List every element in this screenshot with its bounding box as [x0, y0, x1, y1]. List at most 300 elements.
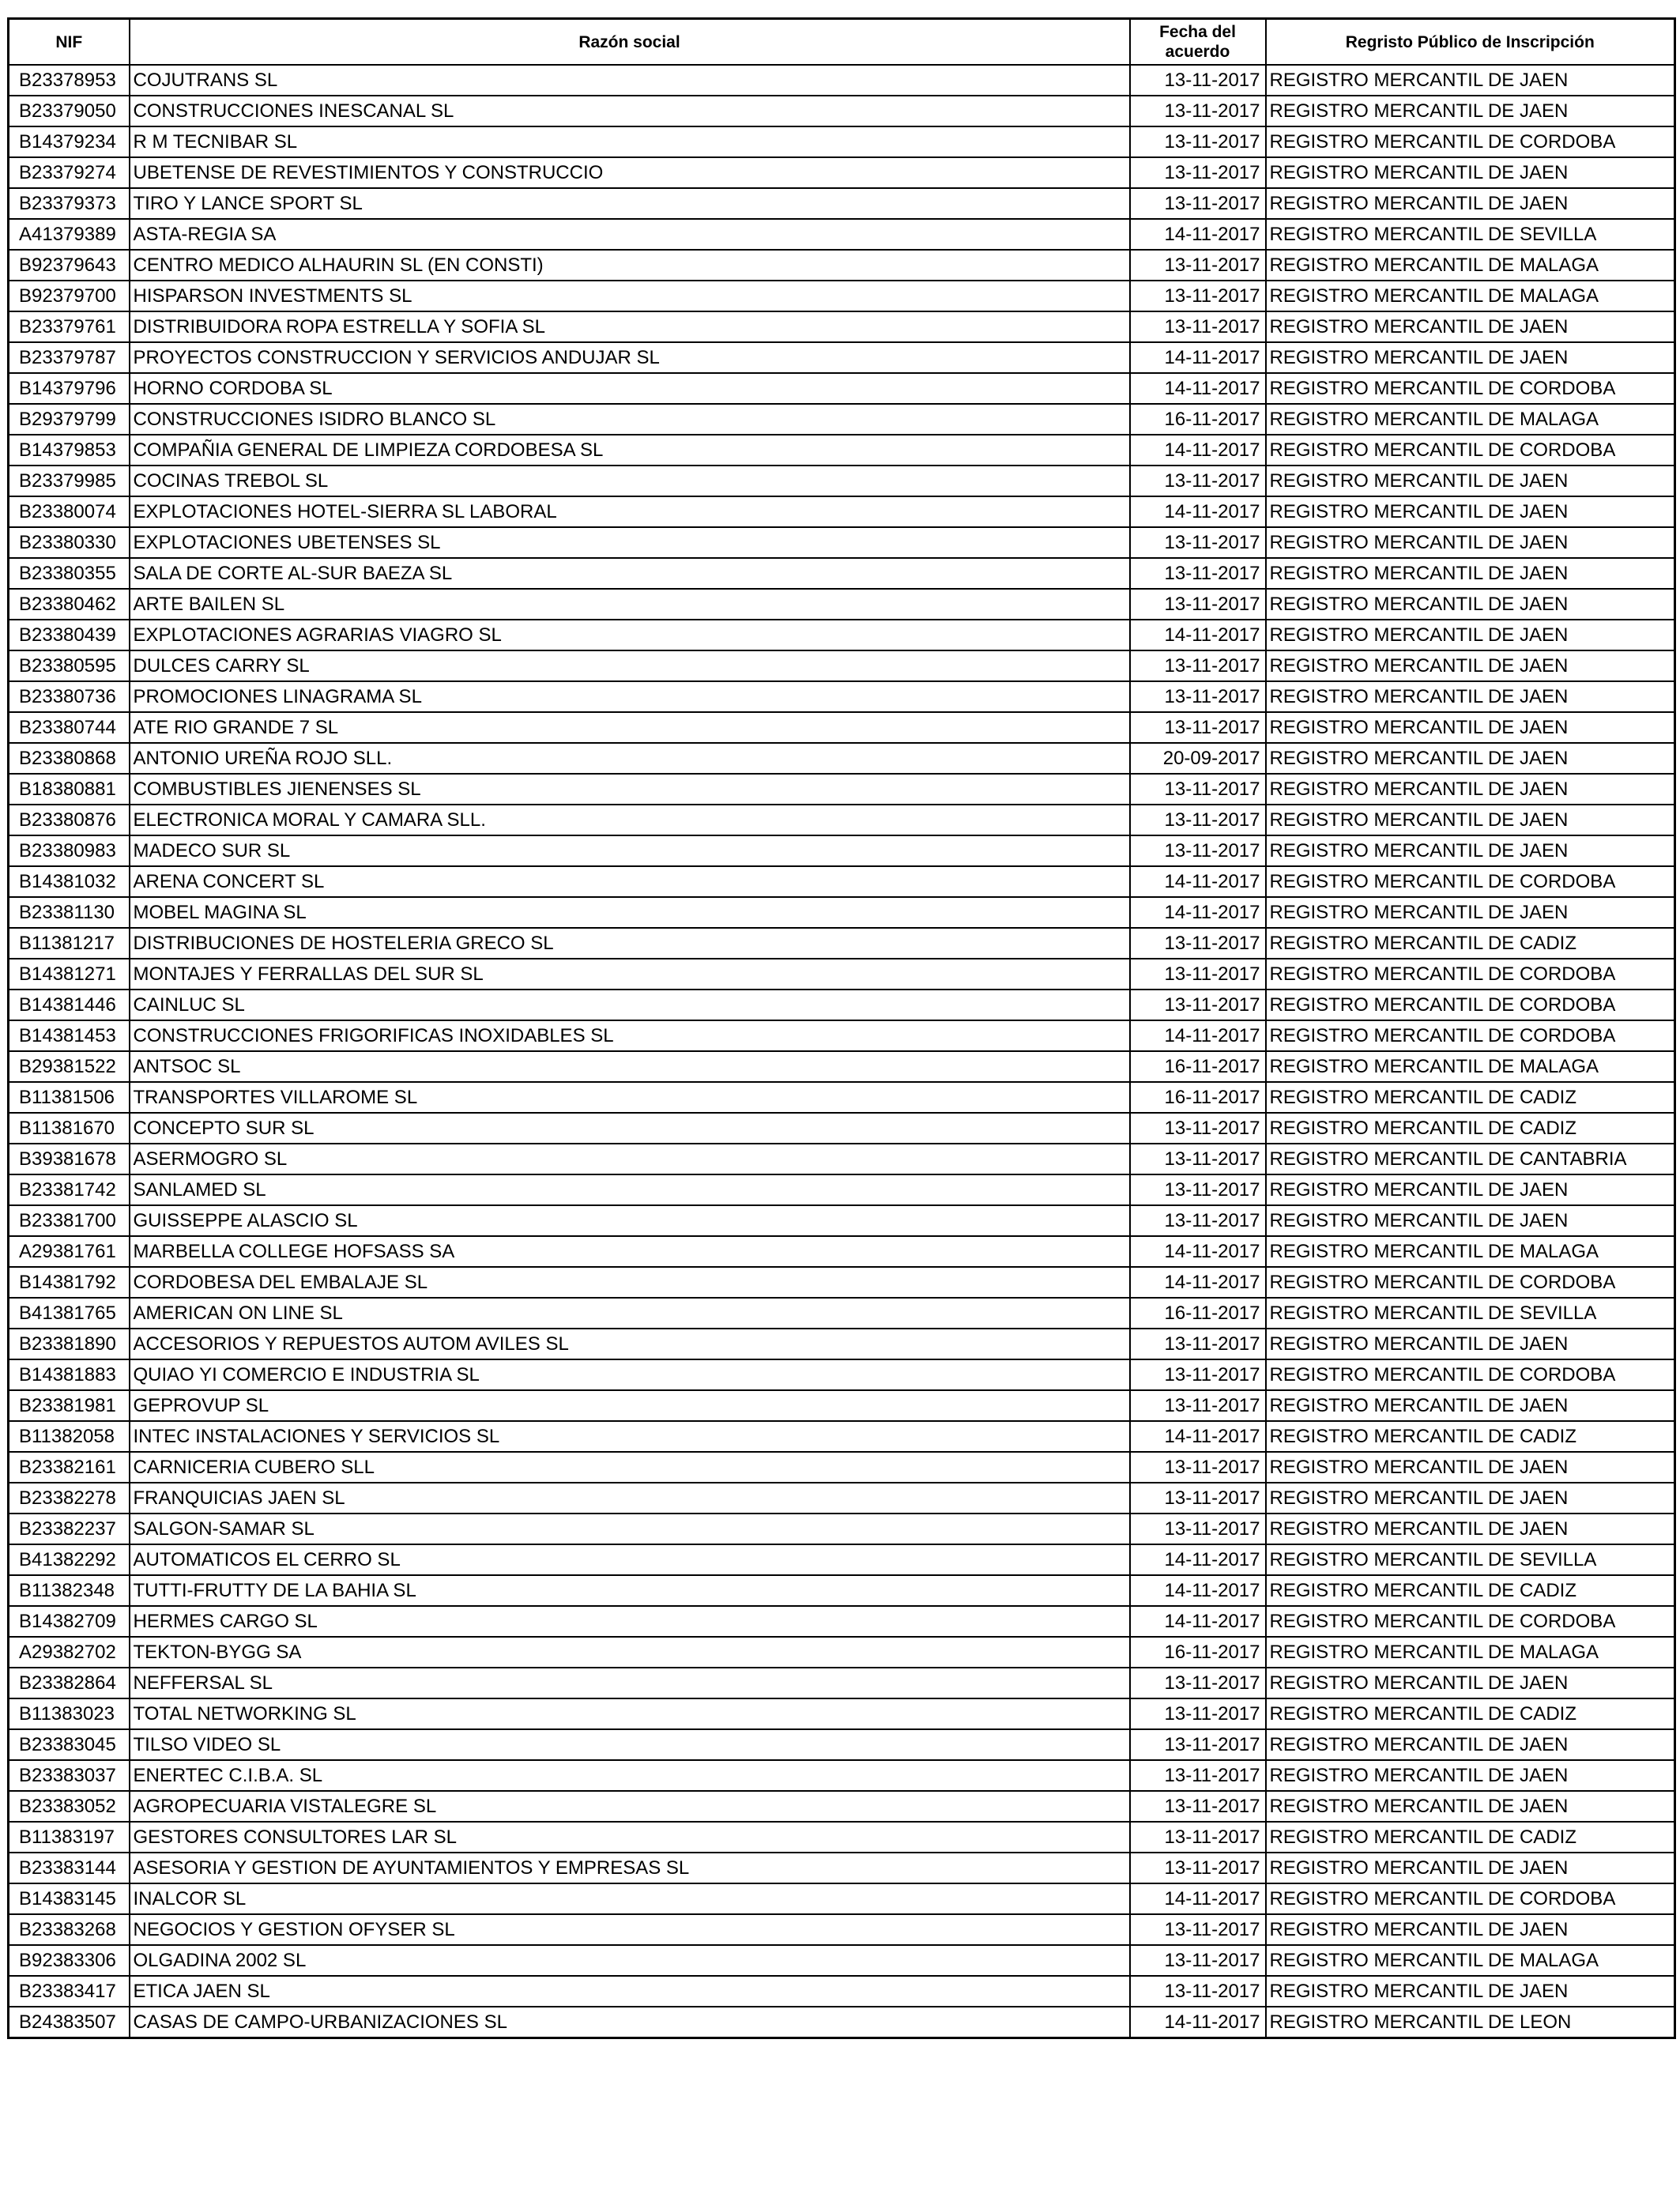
nif-cell: B23383268	[9, 1914, 130, 1945]
fecha-acuerdo-cell: 13-11-2017	[1130, 1514, 1266, 1544]
nif-cell: B23381700	[9, 1205, 130, 1236]
table-row	[9, 435, 1675, 466]
table-row	[9, 1883, 1675, 1914]
nif-cell: B11381217	[9, 928, 130, 959]
razon-social-cell: TIRO Y LANCE SPORT SL	[130, 188, 1130, 219]
table-row	[9, 712, 1675, 743]
table-row	[9, 1113, 1675, 1144]
fecha-acuerdo-cell: 14-11-2017	[1130, 342, 1266, 373]
razon-social-cell: FRANQUICIAS JAEN SL	[130, 1483, 1130, 1514]
table-row	[9, 466, 1675, 496]
nif-cell: B23381890	[9, 1329, 130, 1359]
registro-cell: REGISTRO MERCANTIL DE SEVILLA	[1266, 219, 1675, 250]
registro-cell: REGISTRO MERCANTIL DE JAEN	[1266, 1329, 1675, 1359]
nif-cell: B23382278	[9, 1483, 130, 1514]
fecha-acuerdo-cell: 13-11-2017	[1130, 65, 1266, 96]
registro-cell: REGISTRO MERCANTIL DE CORDOBA	[1266, 1359, 1675, 1390]
table-row	[9, 527, 1675, 558]
fecha-acuerdo-cell: 13-11-2017	[1130, 466, 1266, 496]
header-fecha-line2: acuerdo	[1165, 43, 1230, 61]
razon-social-cell: TUTTI-FRUTTY DE LA BAHIA SL	[130, 1575, 1130, 1606]
fecha-acuerdo-cell: 14-11-2017	[1130, 1020, 1266, 1051]
registro-cell: REGISTRO MERCANTIL DE JAEN	[1266, 1853, 1675, 1883]
nif-cell: B14383145	[9, 1883, 130, 1914]
table-row	[9, 1483, 1675, 1514]
razon-social-cell: ELECTRONICA MORAL Y CAMARA SLL.	[130, 805, 1130, 835]
nif-cell: B23380983	[9, 835, 130, 866]
table-row	[9, 96, 1675, 126]
fecha-acuerdo-cell: 16-11-2017	[1130, 1082, 1266, 1113]
fecha-acuerdo-cell: 13-11-2017	[1130, 281, 1266, 311]
fecha-acuerdo-cell: 14-11-2017	[1130, 373, 1266, 404]
razon-social-cell: SALGON-SAMAR SL	[130, 1514, 1130, 1544]
razon-social-cell: NEFFERSAL SL	[130, 1668, 1130, 1698]
razon-social-cell: R M TECNIBAR SL	[130, 126, 1130, 157]
fecha-acuerdo-cell: 13-11-2017	[1130, 1113, 1266, 1144]
registro-cell: REGISTRO MERCANTIL DE JAEN	[1266, 1452, 1675, 1483]
nif-cell: B23379274	[9, 157, 130, 188]
header-fecha-line1: Fecha del	[1159, 23, 1236, 41]
table-row	[9, 805, 1675, 835]
nif-cell: B29379799	[9, 404, 130, 435]
registro-cell: REGISTRO MERCANTIL DE CORDOBA	[1266, 1606, 1675, 1637]
nif-cell: B23383045	[9, 1729, 130, 1760]
table-row	[9, 1205, 1675, 1236]
razon-social-cell: TRANSPORTES VILLAROME SL	[130, 1082, 1130, 1113]
table-row	[9, 281, 1675, 311]
razon-social-cell: ASERMOGRO SL	[130, 1144, 1130, 1174]
table-row	[9, 1020, 1675, 1051]
table-row	[9, 558, 1675, 589]
registro-cell: REGISTRO MERCANTIL DE JAEN	[1266, 1668, 1675, 1698]
fecha-acuerdo-cell: 13-11-2017	[1130, 1976, 1266, 2007]
nif-cell: B23383037	[9, 1760, 130, 1791]
nif-cell: B23383144	[9, 1853, 130, 1883]
fecha-acuerdo-cell: 14-11-2017	[1130, 1606, 1266, 1637]
nif-cell: B14379853	[9, 435, 130, 466]
razon-social-cell: ENERTEC C.I.B.A. SL	[130, 1760, 1130, 1791]
table-row	[9, 157, 1675, 188]
registro-cell: REGISTRO MERCANTIL DE JAEN	[1266, 681, 1675, 712]
registro-cell: REGISTRO MERCANTIL DE JAEN	[1266, 65, 1675, 96]
nif-cell: B14381792	[9, 1267, 130, 1298]
fecha-acuerdo-cell: 13-11-2017	[1130, 1698, 1266, 1729]
registro-cell: REGISTRO MERCANTIL DE JAEN	[1266, 188, 1675, 219]
nif-cell: B39381678	[9, 1144, 130, 1174]
nif-cell: B11381506	[9, 1082, 130, 1113]
fecha-acuerdo-cell: 13-11-2017	[1130, 589, 1266, 620]
razon-social-cell: CENTRO MEDICO ALHAURIN SL (EN CONSTI)	[130, 250, 1130, 281]
nif-cell: A29382702	[9, 1637, 130, 1668]
registro-cell: REGISTRO MERCANTIL DE JAEN	[1266, 1205, 1675, 1236]
nif-cell: B11383023	[9, 1698, 130, 1729]
fecha-acuerdo-cell: 14-11-2017	[1130, 1544, 1266, 1575]
registro-cell: REGISTRO MERCANTIL DE JAEN	[1266, 712, 1675, 743]
registro-cell: REGISTRO MERCANTIL DE JAEN	[1266, 1791, 1675, 1822]
table-row	[9, 1575, 1675, 1606]
registro-cell: REGISTRO MERCANTIL DE CADIZ	[1266, 1421, 1675, 1452]
table-row	[9, 1668, 1675, 1698]
table-row	[9, 743, 1675, 774]
registro-cell: REGISTRO MERCANTIL DE MALAGA	[1266, 404, 1675, 435]
table-row	[9, 620, 1675, 650]
fecha-acuerdo-cell: 13-11-2017	[1130, 959, 1266, 990]
registro-cell: REGISTRO MERCANTIL DE JAEN	[1266, 589, 1675, 620]
nif-cell: B11382058	[9, 1421, 130, 1452]
razon-social-cell: CASAS DE CAMPO-URBANIZACIONES SL	[130, 2007, 1130, 2038]
nif-cell: B92383306	[9, 1945, 130, 1976]
nif-cell: B23381742	[9, 1174, 130, 1205]
table-row	[9, 1791, 1675, 1822]
razon-social-cell: TOTAL NETWORKING SL	[130, 1698, 1130, 1729]
nif-cell: B14382709	[9, 1606, 130, 1637]
registro-cell: REGISTRO MERCANTIL DE MALAGA	[1266, 1945, 1675, 1976]
nif-cell: B23379761	[9, 311, 130, 342]
razon-social-cell: COJUTRANS SL	[130, 65, 1130, 96]
fecha-acuerdo-cell: 13-11-2017	[1130, 1205, 1266, 1236]
table-row	[9, 1914, 1675, 1945]
nif-cell: B11383197	[9, 1822, 130, 1853]
table-row	[9, 219, 1675, 250]
fecha-acuerdo-cell: 13-11-2017	[1130, 805, 1266, 835]
fecha-acuerdo-cell: 14-11-2017	[1130, 1236, 1266, 1267]
registro-cell: REGISTRO MERCANTIL DE CORDOBA	[1266, 1267, 1675, 1298]
fecha-acuerdo-cell: 14-11-2017	[1130, 897, 1266, 928]
nif-cell: B23379373	[9, 188, 130, 219]
nif-cell: B23382864	[9, 1668, 130, 1698]
header-razon-social: Razón social	[130, 19, 1130, 66]
razon-social-cell: QUIAO YI COMERCIO E INDUSTRIA SL	[130, 1359, 1130, 1390]
registro-cell: REGISTRO MERCANTIL DE SEVILLA	[1266, 1544, 1675, 1575]
fecha-acuerdo-cell: 13-11-2017	[1130, 712, 1266, 743]
fecha-acuerdo-cell: 14-11-2017	[1130, 866, 1266, 897]
table-row	[9, 1945, 1675, 1976]
nif-cell: B14379796	[9, 373, 130, 404]
fecha-acuerdo-cell: 13-11-2017	[1130, 1144, 1266, 1174]
razon-social-cell: COCINAS TREBOL SL	[130, 466, 1130, 496]
table-row	[9, 1698, 1675, 1729]
registro-cell: REGISTRO MERCANTIL DE JAEN	[1266, 1390, 1675, 1421]
registro-cell: REGISTRO MERCANTIL DE JAEN	[1266, 96, 1675, 126]
razon-social-cell: CARNICERIA CUBERO SLL	[130, 1452, 1130, 1483]
registro-cell: REGISTRO MERCANTIL DE CORDOBA	[1266, 959, 1675, 990]
table-row	[9, 835, 1675, 866]
razon-social-cell: ANTONIO UREÑA ROJO SLL.	[130, 743, 1130, 774]
razon-social-cell: MOBEL MAGINA SL	[130, 897, 1130, 928]
razon-social-cell: MADECO SUR SL	[130, 835, 1130, 866]
fecha-acuerdo-cell: 13-11-2017	[1130, 1822, 1266, 1853]
registro-cell: REGISTRO MERCANTIL DE CADIZ	[1266, 1082, 1675, 1113]
razon-social-cell: HISPARSON INVESTMENTS SL	[130, 281, 1130, 311]
razon-social-cell: CORDOBESA DEL EMBALAJE SL	[130, 1267, 1130, 1298]
nif-cell: B23382161	[9, 1452, 130, 1483]
registro-cell: REGISTRO MERCANTIL DE MALAGA	[1266, 250, 1675, 281]
nif-cell: B41381765	[9, 1298, 130, 1329]
registry-table	[7, 17, 1676, 2039]
fecha-acuerdo-cell: 16-11-2017	[1130, 1637, 1266, 1668]
nif-cell: B23380595	[9, 650, 130, 681]
fecha-acuerdo-cell: 14-11-2017	[1130, 1575, 1266, 1606]
razon-social-cell: DISTRIBUIDORA ROPA ESTRELLA Y SOFIA SL	[130, 311, 1130, 342]
razon-social-cell: ANTSOC SL	[130, 1051, 1130, 1082]
nif-cell: B14379234	[9, 126, 130, 157]
table-row	[9, 496, 1675, 527]
fecha-acuerdo-cell: 14-11-2017	[1130, 620, 1266, 650]
header-fecha-acuerdo	[1130, 19, 1266, 66]
registro-cell: REGISTRO MERCANTIL DE JAEN	[1266, 650, 1675, 681]
razon-social-cell: AGROPECUARIA VISTALEGRE SL	[130, 1791, 1130, 1822]
table-row	[9, 650, 1675, 681]
razon-social-cell: ACCESORIOS Y REPUESTOS AUTOM AVILES SL	[130, 1329, 1130, 1359]
fecha-acuerdo-cell: 13-11-2017	[1130, 928, 1266, 959]
razon-social-cell: EXPLOTACIONES HOTEL-SIERRA SL LABORAL	[130, 496, 1130, 527]
fecha-acuerdo-cell: 13-11-2017	[1130, 126, 1266, 157]
table-row	[9, 897, 1675, 928]
registro-cell: REGISTRO MERCANTIL DE JAEN	[1266, 805, 1675, 835]
nif-cell: B14381271	[9, 959, 130, 990]
fecha-acuerdo-cell: 13-11-2017	[1130, 250, 1266, 281]
fecha-acuerdo-cell: 13-11-2017	[1130, 527, 1266, 558]
razon-social-cell: ASTA-REGIA SA	[130, 219, 1130, 250]
table-row	[9, 2007, 1675, 2038]
nif-cell: B23383052	[9, 1791, 130, 1822]
registro-cell: REGISTRO MERCANTIL DE CADIZ	[1266, 928, 1675, 959]
nif-cell: B18380881	[9, 774, 130, 805]
registro-cell: REGISTRO MERCANTIL DE JAEN	[1266, 496, 1675, 527]
registro-cell: REGISTRO MERCANTIL DE LEON	[1266, 2007, 1675, 2038]
fecha-acuerdo-cell: 13-11-2017	[1130, 1760, 1266, 1791]
fecha-acuerdo-cell: 14-11-2017	[1130, 2007, 1266, 2038]
table-row	[9, 1051, 1675, 1082]
fecha-acuerdo-cell: 13-11-2017	[1130, 774, 1266, 805]
nif-cell: B23380868	[9, 743, 130, 774]
table-row	[9, 589, 1675, 620]
registro-cell: REGISTRO MERCANTIL DE JAEN	[1266, 1914, 1675, 1945]
razon-social-cell: DULCES CARRY SL	[130, 650, 1130, 681]
fecha-acuerdo-cell: 13-11-2017	[1130, 1945, 1266, 1976]
registro-cell: REGISTRO MERCANTIL DE CORDOBA	[1266, 435, 1675, 466]
razon-social-cell: EXPLOTACIONES UBETENSES SL	[130, 527, 1130, 558]
registro-cell: REGISTRO MERCANTIL DE JAEN	[1266, 1760, 1675, 1791]
nif-cell: B23383417	[9, 1976, 130, 2007]
nif-cell: B23380876	[9, 805, 130, 835]
razon-social-cell: PROMOCIONES LINAGRAMA SL	[130, 681, 1130, 712]
nif-cell: B11381670	[9, 1113, 130, 1144]
registro-cell: REGISTRO MERCANTIL DE JAEN	[1266, 620, 1675, 650]
table-row	[9, 1976, 1675, 2007]
nif-cell: B23379787	[9, 342, 130, 373]
nif-cell: B24383507	[9, 2007, 130, 2038]
table-row	[9, 928, 1675, 959]
registro-cell: REGISTRO MERCANTIL DE JAEN	[1266, 342, 1675, 373]
razon-social-cell: DISTRIBUCIONES DE HOSTELERIA GRECO SL	[130, 928, 1130, 959]
fecha-acuerdo-cell: 13-11-2017	[1130, 681, 1266, 712]
registro-cell: REGISTRO MERCANTIL DE MALAGA	[1266, 281, 1675, 311]
nif-cell: B23379050	[9, 96, 130, 126]
nif-cell: A41379389	[9, 219, 130, 250]
table-row	[9, 188, 1675, 219]
registro-cell: REGISTRO MERCANTIL DE CADIZ	[1266, 1575, 1675, 1606]
razon-social-cell: ARENA CONCERT SL	[130, 866, 1130, 897]
registro-cell: REGISTRO MERCANTIL DE JAEN	[1266, 1174, 1675, 1205]
nif-cell: B14381032	[9, 866, 130, 897]
table-row	[9, 1390, 1675, 1421]
fecha-acuerdo-cell: 13-11-2017	[1130, 96, 1266, 126]
table-row	[9, 1329, 1675, 1359]
fecha-acuerdo-cell: 14-11-2017	[1130, 1883, 1266, 1914]
registro-cell: REGISTRO MERCANTIL DE MALAGA	[1266, 1236, 1675, 1267]
fecha-acuerdo-cell: 13-11-2017	[1130, 1914, 1266, 1945]
fecha-acuerdo-cell: 13-11-2017	[1130, 1452, 1266, 1483]
table-row	[9, 1267, 1675, 1298]
fecha-acuerdo-cell: 16-11-2017	[1130, 1051, 1266, 1082]
razon-social-cell: HORNO CORDOBA SL	[130, 373, 1130, 404]
razon-social-cell: INALCOR SL	[130, 1883, 1130, 1914]
table-row	[9, 65, 1675, 96]
table-row	[9, 1298, 1675, 1329]
registro-cell: REGISTRO MERCANTIL DE JAEN	[1266, 1483, 1675, 1514]
razon-social-cell: ARTE BAILEN SL	[130, 589, 1130, 620]
registro-cell: REGISTRO MERCANTIL DE JAEN	[1266, 1514, 1675, 1544]
fecha-acuerdo-cell: 13-11-2017	[1130, 558, 1266, 589]
registro-cell: REGISTRO MERCANTIL DE JAEN	[1266, 1729, 1675, 1760]
registro-cell: REGISTRO MERCANTIL DE JAEN	[1266, 311, 1675, 342]
razon-social-cell: CONCEPTO SUR SL	[130, 1113, 1130, 1144]
razon-social-cell: ATE RIO GRANDE 7 SL	[130, 712, 1130, 743]
fecha-acuerdo-cell: 13-11-2017	[1130, 157, 1266, 188]
table-row	[9, 681, 1675, 712]
nif-cell: B23380074	[9, 496, 130, 527]
fecha-acuerdo-cell: 14-11-2017	[1130, 496, 1266, 527]
fecha-acuerdo-cell: 13-11-2017	[1130, 1359, 1266, 1390]
razon-social-cell: OLGADINA 2002 SL	[130, 1945, 1130, 1976]
registro-cell: REGISTRO MERCANTIL DE CORDOBA	[1266, 126, 1675, 157]
nif-cell: B23381981	[9, 1390, 130, 1421]
registro-cell: REGISTRO MERCANTIL DE CANTABRIA	[1266, 1144, 1675, 1174]
razon-social-cell: CONSTRUCCIONES ISIDRO BLANCO SL	[130, 404, 1130, 435]
razon-social-cell: TILSO VIDEO SL	[130, 1729, 1130, 1760]
registro-cell: REGISTRO MERCANTIL DE CADIZ	[1266, 1698, 1675, 1729]
header-nif: NIF	[9, 19, 130, 66]
nif-cell: B23381130	[9, 897, 130, 928]
razon-social-cell: COMPAÑIA GENERAL DE LIMPIEZA CORDOBESA SL	[130, 435, 1130, 466]
fecha-acuerdo-cell: 13-11-2017	[1130, 1483, 1266, 1514]
razon-social-cell: CAINLUC SL	[130, 990, 1130, 1020]
razon-social-cell: ASESORIA Y GESTION DE AYUNTAMIENTOS Y EMPRESAS SL	[130, 1853, 1130, 1883]
fecha-acuerdo-cell: 13-11-2017	[1130, 1791, 1266, 1822]
nif-cell: B14381453	[9, 1020, 130, 1051]
table-row	[9, 774, 1675, 805]
razon-social-cell: CONSTRUCCIONES FRIGORIFICAS INOXIDABLES SL	[130, 1020, 1130, 1051]
razon-social-cell: ETICA JAEN SL	[130, 1976, 1130, 2007]
table-row	[9, 1729, 1675, 1760]
table-row	[9, 1421, 1675, 1452]
registro-cell: REGISTRO MERCANTIL DE CORDOBA	[1266, 990, 1675, 1020]
fecha-acuerdo-cell: 13-11-2017	[1130, 188, 1266, 219]
razon-social-cell: CONSTRUCCIONES INESCANAL SL	[130, 96, 1130, 126]
registro-cell: REGISTRO MERCANTIL DE JAEN	[1266, 897, 1675, 928]
registro-cell: REGISTRO MERCANTIL DE JAEN	[1266, 466, 1675, 496]
razon-social-cell: GEPROVUP SL	[130, 1390, 1130, 1421]
table-row	[9, 1822, 1675, 1853]
fecha-acuerdo-cell: 13-11-2017	[1130, 990, 1266, 1020]
table-row	[9, 373, 1675, 404]
nif-cell: B23380744	[9, 712, 130, 743]
nif-cell: B23379985	[9, 466, 130, 496]
registro-cell: REGISTRO MERCANTIL DE CORDOBA	[1266, 1020, 1675, 1051]
registro-cell: REGISTRO MERCANTIL DE MALAGA	[1266, 1637, 1675, 1668]
fecha-acuerdo-cell: 13-11-2017	[1130, 1668, 1266, 1698]
fecha-acuerdo-cell: 13-11-2017	[1130, 1853, 1266, 1883]
nif-cell: B23382237	[9, 1514, 130, 1544]
razon-social-cell: GESTORES CONSULTORES LAR SL	[130, 1822, 1130, 1853]
razon-social-cell: GUISSEPPE ALASCIO SL	[130, 1205, 1130, 1236]
fecha-acuerdo-cell: 16-11-2017	[1130, 404, 1266, 435]
table-body	[9, 65, 1675, 2038]
fecha-acuerdo-cell: 13-11-2017	[1130, 1390, 1266, 1421]
fecha-acuerdo-cell: 13-11-2017	[1130, 835, 1266, 866]
razon-social-cell: HERMES CARGO SL	[130, 1606, 1130, 1637]
table-row	[9, 990, 1675, 1020]
razon-social-cell: COMBUSTIBLES JIENENSES SL	[130, 774, 1130, 805]
table-row	[9, 342, 1675, 373]
table-row	[9, 1606, 1675, 1637]
table-row	[9, 1637, 1675, 1668]
header-registro: Regristo Público de Inscripción	[1266, 19, 1675, 66]
fecha-acuerdo-cell: 13-11-2017	[1130, 650, 1266, 681]
razon-social-cell: AMERICAN ON LINE SL	[130, 1298, 1130, 1329]
registro-cell: REGISTRO MERCANTIL DE CORDOBA	[1266, 373, 1675, 404]
nif-cell: B92379643	[9, 250, 130, 281]
nif-cell: B14381883	[9, 1359, 130, 1390]
razon-social-cell: SANLAMED SL	[130, 1174, 1130, 1205]
razon-social-cell: AUTOMATICOS EL CERRO SL	[130, 1544, 1130, 1575]
razon-social-cell: NEGOCIOS Y GESTION OFYSER SL	[130, 1914, 1130, 1945]
registro-cell: REGISTRO MERCANTIL DE JAEN	[1266, 1976, 1675, 2007]
nif-cell: B23378953	[9, 65, 130, 96]
registro-cell: REGISTRO MERCANTIL DE JAEN	[1266, 743, 1675, 774]
table-row	[9, 1853, 1675, 1883]
table-row	[9, 1514, 1675, 1544]
registro-cell: REGISTRO MERCANTIL DE SEVILLA	[1266, 1298, 1675, 1329]
nif-cell: B11382348	[9, 1575, 130, 1606]
nif-cell: B23380736	[9, 681, 130, 712]
nif-cell: B92379700	[9, 281, 130, 311]
fecha-acuerdo-cell: 13-11-2017	[1130, 311, 1266, 342]
registro-cell: REGISTRO MERCANTIL DE JAEN	[1266, 558, 1675, 589]
fecha-acuerdo-cell: 13-11-2017	[1130, 1329, 1266, 1359]
fecha-acuerdo-cell: 13-11-2017	[1130, 1174, 1266, 1205]
fecha-acuerdo-cell: 14-11-2017	[1130, 435, 1266, 466]
fecha-acuerdo-cell: 16-11-2017	[1130, 1298, 1266, 1329]
razon-social-cell: MONTAJES Y FERRALLAS DEL SUR SL	[130, 959, 1130, 990]
table-row	[9, 404, 1675, 435]
header-row	[9, 19, 1675, 66]
nif-cell: A29381761	[9, 1236, 130, 1267]
fecha-acuerdo-cell: 20-09-2017	[1130, 743, 1266, 774]
nif-cell: B23380330	[9, 527, 130, 558]
nif-cell: B14381446	[9, 990, 130, 1020]
nif-cell: B23380462	[9, 589, 130, 620]
razon-social-cell: EXPLOTACIONES AGRARIAS VIAGRO SL	[130, 620, 1130, 650]
fecha-acuerdo-cell: 14-11-2017	[1130, 1421, 1266, 1452]
table-row	[9, 1452, 1675, 1483]
table-row	[9, 1174, 1675, 1205]
table-row	[9, 1236, 1675, 1267]
fecha-acuerdo-cell: 14-11-2017	[1130, 1267, 1266, 1298]
registro-cell: REGISTRO MERCANTIL DE CORDOBA	[1266, 1883, 1675, 1914]
table-row	[9, 959, 1675, 990]
